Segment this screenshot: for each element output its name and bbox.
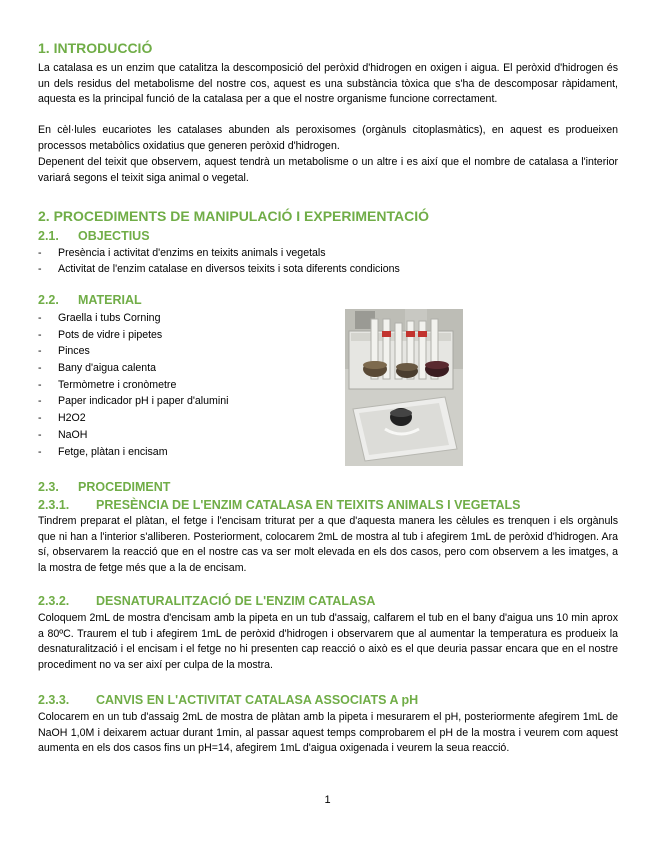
material-list [38, 310, 228, 460]
list-item: - Bany d'aigua calenta [38, 360, 228, 377]
section-paragraph: Coloquem 2mL de mostra d'encisam amb la pipeta en un tub d'assaig, calfarem el tub en el bany d'aigua uns 10 min aprox a 80ºC. Traurem el tub i afegirem 1mL de peròxid d'hidrogen i observarem que al aumentar la temperatura es produeix la desnaturalització i el encisam i el fetge no hi presenten cap reacció o això es el que deuria passar encara que en el nostre procediment no va ser així per culpa de la mostra. [38, 612, 618, 671]
procedure-heading [38, 480, 170, 494]
intro-paragraph-2: En cèl·lules eucariotes les catalases abunden als peroxisomes (orgànuls citoplasmàtics), en aquest es produeixen processos metabòlics oxidatius que generen peròxid d'hidrogen. [38, 124, 618, 152]
list-item: - Paper indicador pH i paper d'alumini [38, 393, 228, 410]
lab-photo-illustration [345, 309, 463, 466]
procedure-number: 2.3. [38, 480, 59, 494]
page-number: 1 [324, 794, 331, 806]
section-number: 2.3.2. [38, 594, 70, 608]
objectives-number: 2.1. [38, 229, 59, 243]
section-title: DESNATURALITZACIÓ DE L'ENZIM CATALASA [96, 594, 376, 608]
list-item: - Graella i tubs Corning [38, 310, 228, 327]
objectives-title: OBJECTIUS [78, 229, 150, 243]
section-number: 2.3.1. [38, 498, 70, 512]
procedures-heading: 2. PROCEDIMENTS DE MANIPULACIÓ I EXPERIMENTACIÓ [38, 208, 429, 224]
section-title: PRESÈNCIA DE L'ENZIM CATALASA EN TEIXITS ANIMALS I VEGETALS [96, 498, 521, 512]
section-heading [38, 594, 375, 608]
section-heading [38, 498, 521, 512]
list-item: - H2O2 [38, 410, 228, 427]
list-item: - Activitat de l'enzim catalase en diversos teixits i sota diferents condicions [38, 261, 400, 277]
objectives-heading [38, 229, 150, 243]
list-item: - Pinces [38, 343, 228, 360]
section-paragraph: Colocarem en un tub d'assaig 2mL de mostra de plàtan amb la pipeta i mesurarem el pH, posteriormente afegirem 1mL de NaOH 1,0M i deixarem actuar durant 1min, al passar aquest temps comprobarem el pH de la mostra i veurem com aquest aumenta en els dos casos fins un pH=14, afegirem 1mL d'aigua oxigenada i veurem la seua reacció. [38, 711, 618, 755]
procedure-title: PROCEDIMENT [78, 480, 171, 494]
intro-paragraph-1: La catalasa es un enzim que catalitza la descomposició del peròxid d'hidrogen en oxigen i aigua. El peròxid d'hidrogen és un dels residus del metabolisme del nostre cos, aquest es una substància tòxica que s'ha de descomposar ràpidament, aquesta es la principal funció de la catalasa per a que el nostre organisme funcione correctament. [38, 62, 618, 106]
material-title: MATERIAL [78, 293, 142, 307]
intro-heading: 1. INTRODUCCIÓ [38, 40, 153, 56]
intro-paragraph-3: Depenent del teixit que observem, aquest tendrà un metabolisme o un altre i es així que el nombre de catalasa a l'interior variará segons el teixit siga animal o vegetal. [38, 156, 618, 184]
objectives-list [38, 245, 400, 278]
list-item: - Presència i activitat d'enzims en teixits animals i vegetals [38, 245, 400, 261]
material-heading [38, 293, 142, 307]
list-item: - Termòmetre i cronòmetre [38, 377, 228, 394]
section-heading [38, 693, 418, 707]
section-number: 2.3.3. [38, 693, 70, 707]
material-number: 2.2. [38, 293, 59, 307]
list-item: - Pots de vidre i pipetes [38, 327, 228, 344]
section-title: CANVIS EN L'ACTIVITAT CATALASA ASSOCIATS A pH [96, 693, 419, 707]
lab-photo [345, 309, 463, 466]
list-item: - NaOH [38, 427, 228, 444]
list-item: - Fetge, plàtan i encisam [38, 444, 228, 461]
section-paragraph: Tindrem preparat el plàtan, el fetge i l'encisam triturat per a que d'aquesta manera les cèlules es trenquen i els orgànuls que ni han a l'interior s'alliberen. Posteriorment, colocarem 2mL de mostra al tub i afegirem 1mL de peròxid d'hidrogen. Ara sí, observarem la reacció que en el nostre cas va ser molt elevada en els dos casos, pero com observem a les imatges, a la mostra de fetge més que a la de encisam. [38, 515, 618, 574]
